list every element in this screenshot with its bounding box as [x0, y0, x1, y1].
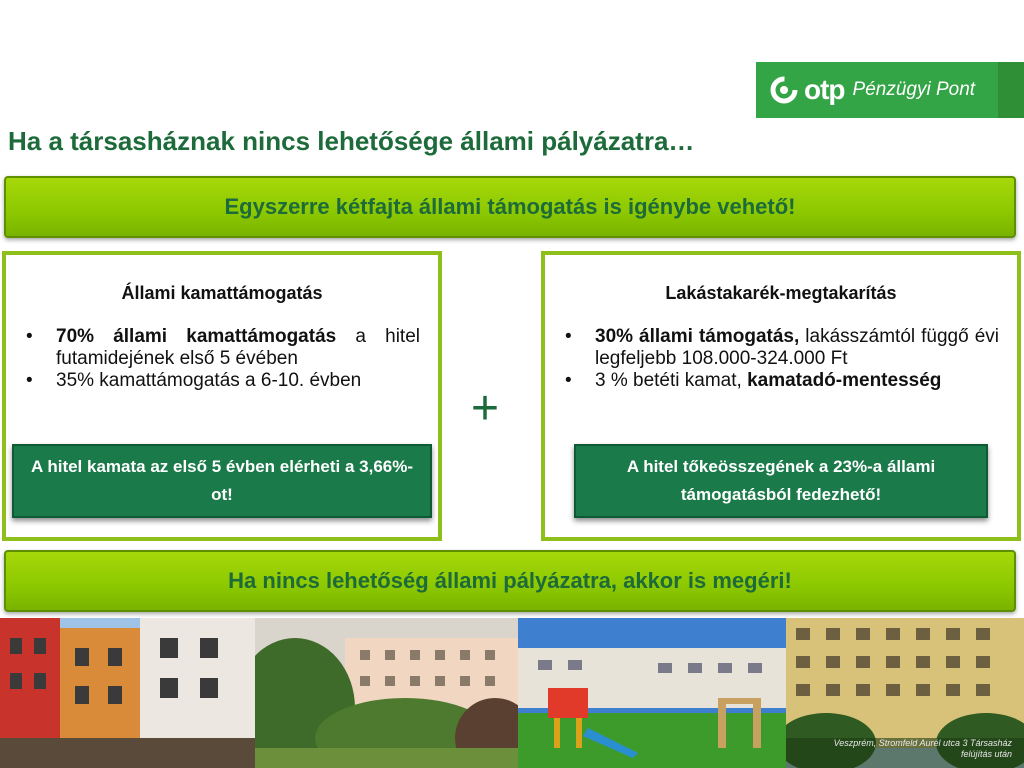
list-item	[24, 326, 420, 370]
photo-playground	[518, 618, 786, 768]
left-panel-heading: Állami kamattámogatás	[121, 283, 323, 303]
right-callout	[574, 444, 988, 518]
top-banner	[4, 176, 1016, 238]
right-callout-text: A hitel tőkeösszegének a 23%-a állami támogatásból fedezhető!	[626, 457, 936, 504]
bottom-banner-text: Ha nincs lehetőség állami pályázatra, akkor is megéri!	[228, 568, 792, 593]
page-title: Ha a társasháznak nincs lehetősége állami pályázatra…	[8, 126, 695, 156]
list-item	[24, 370, 420, 392]
otp-logo	[756, 62, 998, 118]
right-bullet1-rest: lakásszámtól függő évi legfeljebb 108.000-324.000 Ft	[595, 326, 999, 369]
plus-sign: +	[471, 382, 500, 435]
otp-logo-icon	[770, 76, 798, 104]
right-bullet2-rest: 3 % betéti kamat,	[595, 370, 748, 391]
left-callout-text: A hitel kamata az első 5 évben elérheti a 3,66%-ot!	[30, 457, 414, 504]
list-item	[563, 326, 999, 370]
photo-red-building	[0, 618, 255, 768]
photo-strip	[0, 618, 1024, 768]
left-callout	[12, 444, 432, 518]
photo-caption: Veszprém, Stromfeld Aurél utca 3 Társasház felújítás után	[833, 738, 1012, 759]
bottom-banner	[4, 550, 1016, 612]
list-item	[563, 370, 999, 392]
left-bullet1-rest: a hitel futamidejének első 5 évében	[56, 326, 421, 369]
right-bullet-list	[563, 326, 999, 392]
photo-renovated-block	[786, 618, 1024, 768]
left-bullet1-bold: 70% állami kamattámogatás	[56, 326, 337, 347]
logo-subtitle: Pénzügyi Pont	[852, 79, 976, 100]
logo-brand: otp	[804, 74, 845, 105]
left-bullet2: 35% kamattámogatás a 6-10. évben	[56, 370, 362, 391]
photo-apartments-trees	[255, 618, 518, 768]
right-bullet2-bold: kamatadó-mentesség	[747, 370, 942, 391]
logo-stripe	[998, 62, 1024, 118]
left-bullet-list	[24, 326, 420, 392]
top-banner-text: Egyszerre kétfajta állami támogatás is igénybe vehető!	[224, 194, 796, 219]
right-panel-heading: Lakástakarék-megtakarítás	[665, 283, 897, 303]
right-bullet1-bold: 30% állami támogatás,	[595, 326, 800, 347]
